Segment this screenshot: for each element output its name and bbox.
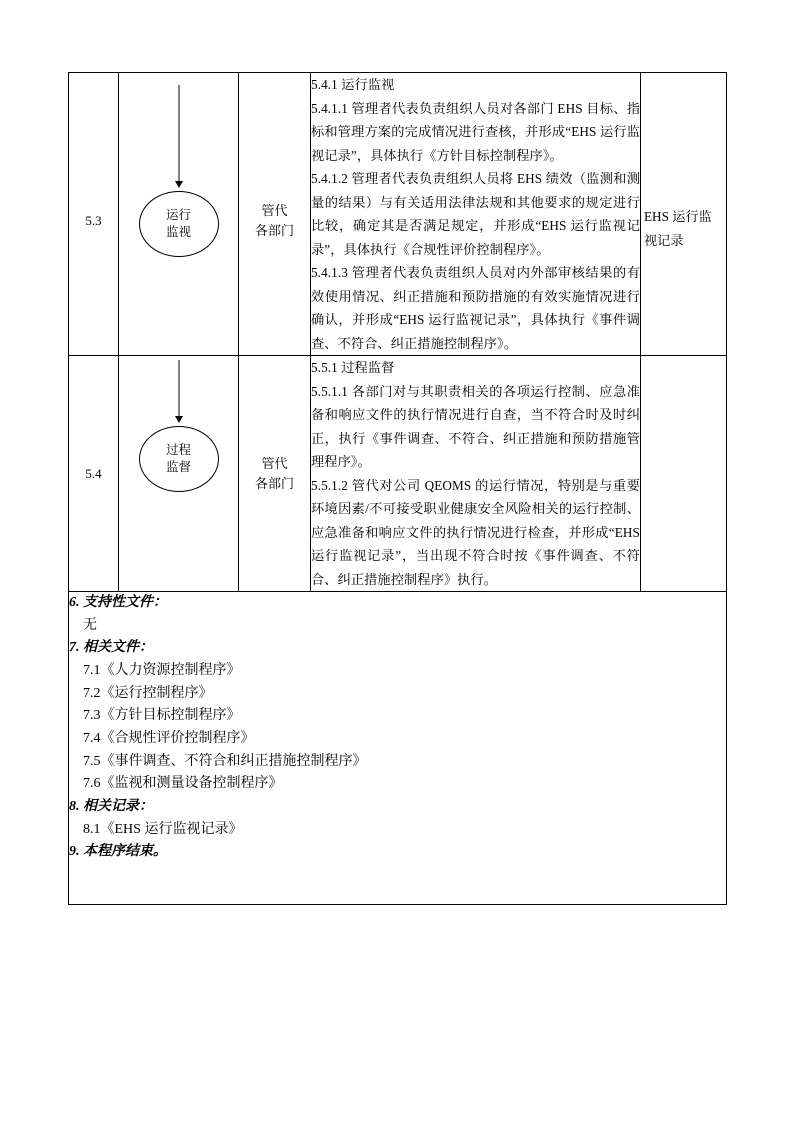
flow-node-label-line1: 过程	[165, 443, 191, 458]
row-number: 5.4	[85, 466, 102, 481]
flow-arrow-head-icon	[175, 181, 183, 188]
department-line2: 各部门	[254, 476, 294, 492]
flow-arrow-line	[178, 85, 179, 183]
footer-spacer	[69, 864, 726, 904]
row-number: 5.3	[85, 213, 102, 228]
description-paragraph: 5.4.1 运行监视	[311, 77, 395, 92]
flow-arrow-line	[178, 360, 179, 418]
department-line1: 管代	[261, 203, 288, 218]
table-row	[69, 356, 727, 592]
description-cell	[311, 356, 641, 592]
section7-item: 7.5《事件调查、不符合和纠正措施控制程序》	[83, 753, 367, 769]
section7-item: 7.1《人力资源控制程序》	[83, 663, 241, 679]
flow-node-ellipse	[139, 191, 219, 257]
description-paragraph: 5.5.1.1 各部门对与其职责相关的各项运行控制、应急准备和响应文件的执行情况进行自查，当不符合时及时纠正，执行《事件调查、不符合、纠正措施和预防措施管理程序》。	[311, 383, 640, 469]
record-cell	[641, 356, 727, 592]
flow-arrow-head-icon	[175, 416, 183, 423]
description-paragraph: 5.5.1.2 管代对公司 QEOMS 的运行情况，特别是与重要环境因素/不可接受职业健康安全风险相关的运行控制、应急准备和响应文件的执行情况进行检查，并形成“EHS 运行监视记录”，当出现不符合时按《事件调查、不符合、纠正措施控制程序》执行。	[311, 477, 640, 587]
section8-title: 8. 相关记录：	[69, 799, 153, 815]
section6-content: 无	[83, 617, 97, 633]
department-cell	[239, 356, 311, 592]
flow-diagram-cell	[119, 356, 239, 592]
section7-item: 7.2《运行控制程序》	[83, 685, 213, 701]
section8-item: 8.1《EHS 运行监视记录》	[83, 821, 243, 837]
description-paragraph: 5.4.1.2 管理者代表负责组织人员将 EHS 绩效（监测和测量的结果）与有关适用法律法规和其他要求的规定进行比较，确定其是否满足规定，并形成“EHS 运行监视记录”，具体执行《合规性评价控制程序》。	[311, 171, 640, 257]
record-text: EHS 运行监视记录	[644, 209, 712, 248]
section7-item: 7.4《合规性评价控制程序》	[83, 731, 255, 747]
flow-diagram-cell	[119, 73, 239, 356]
description-paragraph: 5.4.1.1 管理者代表负责组织人员对各部门 EHS 目标、指标和管理方案的完成情况进行查核，并形成“EHS 运行监视记录”，具体执行《方针目标控制程序》。	[311, 100, 640, 163]
flow-node-ellipse	[139, 426, 219, 492]
department-line1: 管代	[261, 456, 288, 471]
footer-block	[69, 592, 727, 905]
department-text	[239, 201, 310, 241]
section7-item: 7.6《监视和测量设备控制程序》	[83, 776, 283, 792]
table-row	[69, 73, 727, 356]
section7-item: 7.3《方针目标控制程序》	[83, 708, 241, 724]
flow-node-label-line1: 运行	[165, 208, 191, 223]
department-text	[239, 454, 310, 494]
description-cell	[311, 73, 641, 356]
department-cell	[239, 73, 311, 356]
section9-title: 9. 本程序结束。	[69, 844, 167, 860]
flow-node-label-line2: 监督	[165, 460, 191, 474]
row-number-cell	[69, 73, 119, 356]
description-paragraph: 5.4.1.3 管理者代表负责组织人员对内外部审核结果的有效使用情况、纠正措施和预防措施的有效实施情况进行确认，并形成“EHS 运行监视记录”，具体执行《事件调查、不符合、纠正措施控制程序》。	[311, 265, 640, 351]
description-paragraph: 5.5.1 过程监督	[311, 360, 395, 375]
process-table	[68, 72, 727, 905]
section6-title: 6. 支持性文件：	[69, 595, 167, 610]
section7-title: 7. 相关文件：	[69, 640, 153, 656]
flow-node-label-line2: 监视	[165, 225, 191, 239]
department-line2: 各部门	[254, 223, 294, 239]
row-number-cell	[69, 356, 119, 592]
footer-row	[69, 592, 727, 905]
record-cell	[641, 73, 727, 356]
